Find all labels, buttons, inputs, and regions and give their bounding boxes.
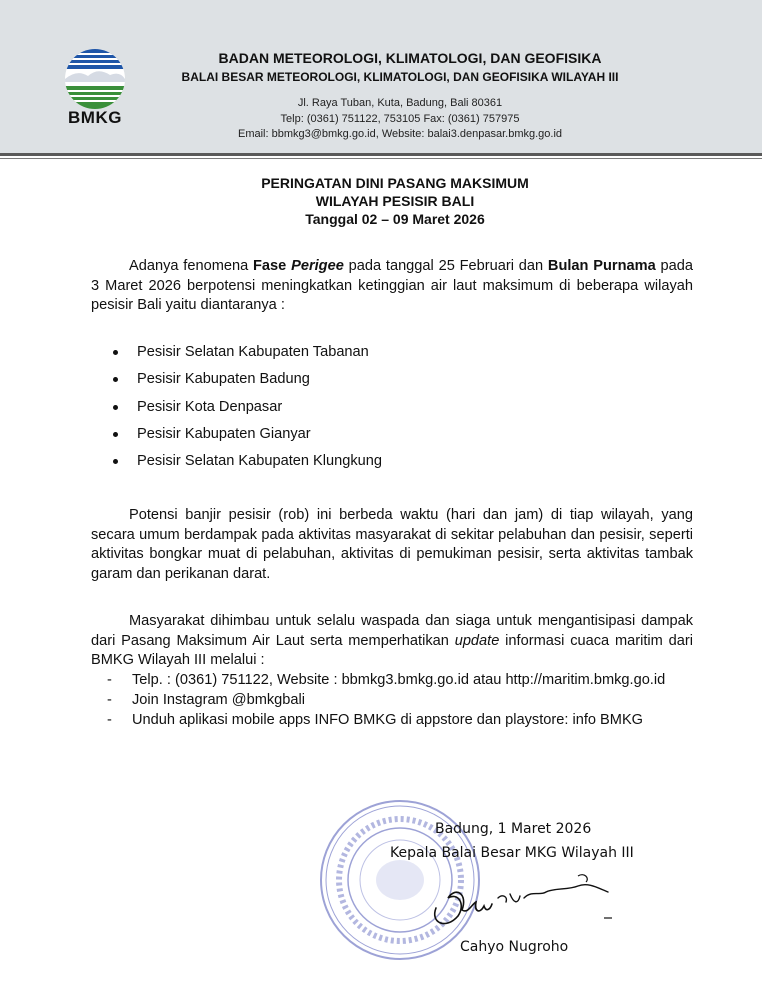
signer-name: Cahyo Nugroho: [460, 939, 569, 955]
logo-text: BMKG: [68, 108, 122, 127]
list-item: Pesisir Kabupaten Badung: [112, 370, 382, 397]
place-date: Badung, 1 Maret 2026: [435, 821, 592, 837]
list-item: - Join Instagram @bmkgbali: [105, 691, 665, 711]
letterhead-divider: [0, 153, 762, 156]
list-item: Pesisir Selatan Kabupaten Klungkung: [112, 452, 382, 479]
email-website: Email: bbmkg3@bmkg.go.id, Website: balai3.denpasar.bmkg.go.id: [237, 128, 563, 140]
location-list: [112, 343, 382, 479]
letterhead-divider-thin: [0, 158, 762, 159]
doc-subtitle: WILAYAH PESISIR BALI: [315, 193, 475, 209]
org-name: BADAN METEOROLOGI, KLIMATOLOGI, DAN GEOFISIKA: [218, 50, 602, 66]
phone-fax: Telp: (0361) 751122, 753105 Fax: (0361) 757975: [280, 113, 520, 125]
doc-date: Tanggal 02 – 09 Maret 2026: [305, 211, 485, 227]
advice-paragraph: Masyarakat dihimbau untuk selalu waspada dan siaga untuk mengantisipasi dampak dari Pasang Maksimum Air Laut serta memperhatikan update informasi cuaca maritim dari BMKG Wilayah III melalui :: [91, 613, 694, 669]
address: Jl. Raya Tuban, Kuta, Badung, Bali 80361: [297, 97, 503, 109]
impact-paragraph: Potensi banjir pesisir (rob) ini berbeda waktu (hari dan jam) di tiap wilayah, yang secara umum berdampak pada aktivitas masyarakat di sekitar pelabuhan dan pesisir, seperti aktivitas bongkar muat di pelabuhan, aktivitas di pemukiman pesisir, serta aktivitas tambak garam dan perikanan darat.: [91, 507, 693, 583]
list-item: - Telp. : (0361) 751122, Website : bbmkg3.bmkg.go.id atau http://maritim.bmkg.go.id: [105, 671, 665, 691]
contact-list: [105, 671, 665, 731]
list-item: Pesisir Kota Denpasar: [112, 398, 382, 425]
intro-paragraph: Adanya fenomena Fase Perigee pada tanggal 25 Februari dan Bulan Purnama pada 3 Maret 2026 berpotensi meningkatkan ketinggian air laut maksimum di beberapa wilayah pesisir Bali yaitu diantaranya :: [91, 258, 693, 314]
signer-position: Kepala Balai Besar MKG Wilayah III: [390, 845, 634, 861]
list-item: - Unduh aplikasi mobile apps INFO BMKG di appstore dan playstore: info BMKG: [105, 711, 665, 731]
org-subname: BALAI BESAR METEOROLOGI, KLIMATOLOGI, DAN GEOFISIKA WILAYAH III: [181, 70, 619, 84]
handwritten-signature-icon: [428, 868, 628, 938]
doc-title: PERINGATAN DINI PASANG MAKSIMUM: [261, 175, 529, 191]
list-item: Pesisir Kabupaten Gianyar: [112, 425, 382, 452]
list-item: Pesisir Selatan Kabupaten Tabanan: [112, 343, 382, 370]
